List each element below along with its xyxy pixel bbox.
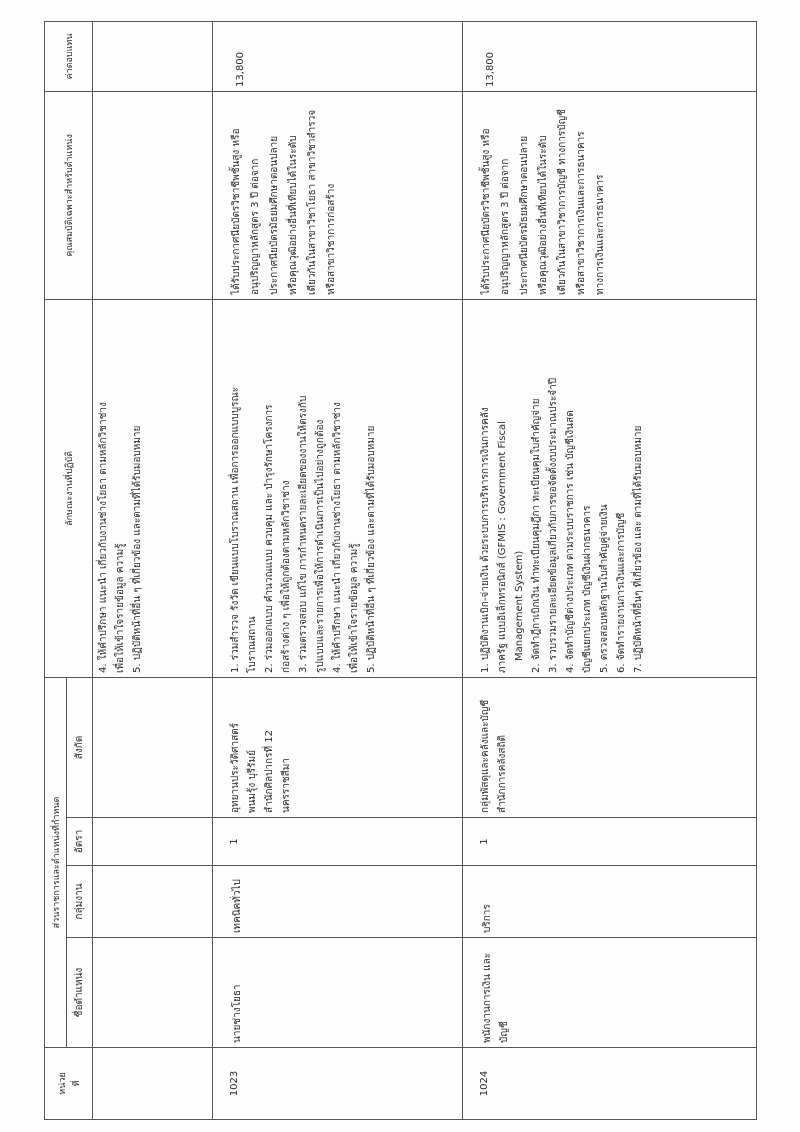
work-group: เทคนิคทั่วไป	[213, 866, 463, 938]
row-number: 1024	[463, 1048, 757, 1120]
affiliation: กลุ่มพัสดุและคลังและบัญชี สำนักการคลังสถิติ	[463, 677, 757, 817]
rate: 1	[463, 818, 757, 866]
header-group: กลุ่มงาน	[67, 866, 93, 938]
row-number: 1023	[213, 1048, 463, 1120]
table-row	[463, 21, 757, 1119]
header-no-label: ที่	[71, 1080, 82, 1087]
position-table	[44, 21, 757, 1120]
work-group: บริการ	[463, 866, 757, 938]
duties: 1. ปฏิบัติงานเบิก-จ่ายเงิน ด้วยระบบการบริหารการเงินการคลัง ภาครัฐ แบบอิเล็กทรอนิกส์ (GFMIS : Government Fiscal Management System) 2. จัดทำฎีกาเบิกเงิน ทำทะเบียนคุมฎีกา ทะเบียนคุมใบสำคัญจ่าย 3. รวบรวมรายละเอียดข้อมูลเกี่ยวกับการขอจัดตั้งงบประมาณประจำปี 4. จัดทำบัญชีต่างประเภท ตามระบบราชการ เช่น บัญชีเงินสด บัญชีแยกประเภท บัญชีเงินฝากธนาคาร 5. ตรวจสอบหลักฐานใบสำคัญคู่จ่ายเงิน 6. จัดทำรายงานการเงินและการบัญชี 7. ปฏิบัติหน้าที่อื่นๆ ที่เกี่ยวข้อง และ ตามที่ได้รับมอบหมาย	[463, 299, 757, 677]
header-pay: ค่าตอบแทน	[45, 21, 93, 91]
pay-amount: 13,800	[463, 21, 757, 91]
continuation-duties: 4. ให้คำปรึกษา แนะนำ เกี่ยวกับงานช่างโยธา ตามหลักวิชาช่าง เพื่อให้เข้าใจรายข้อมูล ความรู้ 5. ปฏิบัติหน้าที่อื่น ๆ ที่เกี่ยวข้อง และตามที่ได้รับมอบหมาย	[93, 299, 213, 677]
duties: 1. ร่วมสำรวจ รังวัด เขียนแบบโบราณสถาน เพื่อการออกแบบบูรณะ โบราณสถาน 2. ร่วมออกแบบ คำนวณแบบ ควบคุม และ บำรุงรักษาโครงการ ก่อสร้างต่าง ๆ เพื่อให้ถูกต้องตามหลักวิชาช่าง 3. ร่วมตรวจสอบ แก้ไข การกำหนดรายละเอียดของงานให้ตรงกับ รูปแบบและรายการเพื่อให้การดำเนินการเป็นไปอย่างถูกต้อง 4. ให้คำปรึกษา แนะนำ เกี่ยวกับงานช่างโยธา ตามหลักวิชาช่าง เพื่อให้เข้าใจรายข้อมูล ความรู้ 5. ปฏิบัติหน้าที่อื่น ๆ ที่เกี่ยวข้อง และตามที่ได้รับมอบหมาย	[213, 299, 463, 677]
header-position: ชื่อตำแหน่ง	[67, 938, 93, 1048]
header-qualification: คุณสมบัติเฉพาะสำหรับตำแหน่ง	[45, 91, 93, 299]
header-unit-no	[45, 1048, 93, 1120]
position-name: นายช่างโยธา	[213, 938, 463, 1048]
table-row-continuation	[93, 21, 213, 1119]
affiliation: อุทยานประวัติศาสตร์ พนมรุ้ง บุรีรัมย์ สำนักศิลปากรที่ 12 นครราชสีมา	[213, 677, 463, 817]
table-row	[213, 21, 463, 1119]
qualification: ได้รับประกาศนียบัตรวิชาชีพชั้นสูง หรือ อนุปริญญาหลักสูตร 3 ปี ต่อจาก ประกาศนียบัตรมัธยมศึกษาตอนปลาย หรือคุณวุฒิอย่างอื่นที่เทียบได้ในระดับ เดียวกันในสาขาวิชาการบัญชี ทางการบัญชี หรือสาขาวิชาการเงินและการธนาคาร ทางการเงินและการธนาคาร	[463, 91, 757, 299]
rate: 1	[213, 818, 463, 866]
header-unit-label: หน่วย	[57, 1072, 68, 1095]
header-rate: อัตรา	[67, 818, 93, 866]
position-name: พนักงานการเงิน และบัญชี	[463, 938, 757, 1048]
pay-amount: 13,800	[213, 21, 463, 91]
header-group-title: ส่วนราชการและตำแหน่งที่กำหนด	[45, 677, 67, 1047]
header-affiliation: สังกัด	[67, 677, 93, 817]
qualification: ได้รับประกาศนียบัตรวิชาชีพชั้นสูง หรือ อนุปริญญาหลักสูตร 3 ปี ต่อจาก ประกาศนียบัตรมัธยมศึกษาตอนปลาย หรือคุณวุฒิอย่างอื่นที่เทียบได้ในระดับ เดียวกันในสาขาวิชาโยธา สาขาวิชาสำรวจ หรือสาขาวิชาการก่อสร้าง	[213, 91, 463, 299]
header-duties: ลักษณะงานที่ปฏิบัติ	[45, 299, 93, 677]
